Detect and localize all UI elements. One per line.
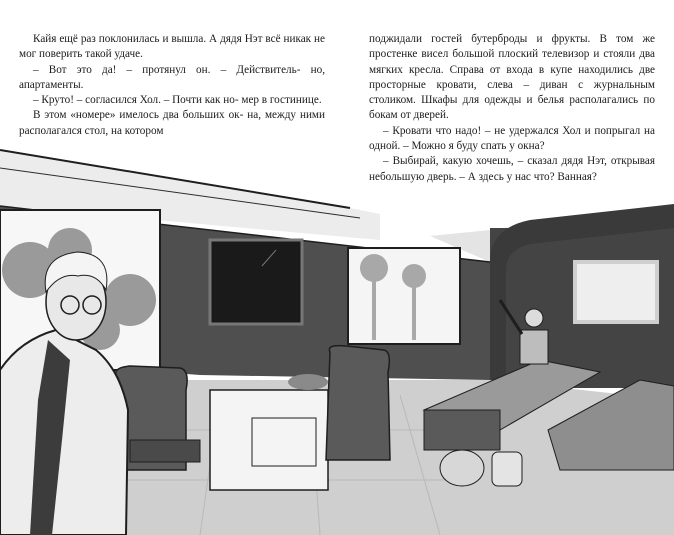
text-line: – Кровати что надо! – не удержался Хол и попрыгал на одной. – Можно я буду спать у окна?: [369, 124, 655, 153]
text-line: но, апартаменты.: [19, 63, 326, 91]
text-line: на, между ними располагался стол, на котором: [19, 109, 325, 137]
text-line: слева – диван с журнальным столиком. Шкафы: [369, 78, 655, 107]
text-line: для одежды и белья располагались по бокам: [369, 94, 655, 122]
text-line: В этом «номере» имелось два больших ок-: [33, 109, 244, 122]
text-line: – Круто! – согласился Хол. – Почти как но-: [33, 94, 239, 107]
boy-shirt: [520, 330, 548, 364]
text-line: – Вот это да! – протянул он. – Действитель-: [33, 63, 301, 76]
framed-picture: [575, 262, 657, 322]
text-line: в купе находились две просторные кровати,: [369, 63, 656, 91]
text-line: мер в гостинице.: [241, 94, 322, 107]
tv-screen: [210, 240, 302, 324]
text-line: же простенке висел большой плоский телевизор: [369, 33, 655, 61]
text-line: и стояли два мягких кресла. Справа от входа: [369, 48, 656, 76]
bed-left-frame: [424, 410, 500, 450]
armchair-right: [326, 346, 390, 460]
table: [210, 390, 328, 490]
text-line: Нэт всё никак не мог поверить такой удаче.: [19, 33, 325, 61]
armchair-left-seat: [130, 440, 200, 462]
text-line: от дверей.: [400, 109, 449, 122]
bag-left: [440, 450, 484, 486]
fruit-plate: [288, 374, 328, 390]
text-line: – Выбирай, какую хочешь, – сказал дядя Нэт, открывая небольшую дверь. – А здесь у нас что? Ванная?: [369, 155, 655, 183]
text-line: Кайя ещё раз поклонилась и вышла. А дядя: [33, 33, 242, 45]
text-line: поджидали гостей бутерброды и фрукты. В том: [369, 33, 634, 45]
bag-right: [492, 452, 522, 486]
boy-head: [525, 309, 543, 327]
